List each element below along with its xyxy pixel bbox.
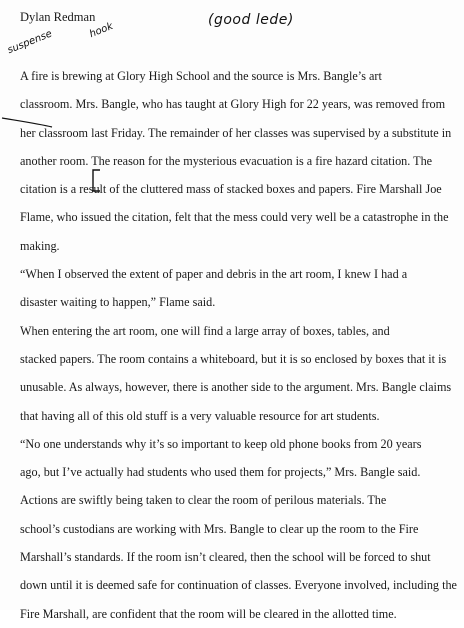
text-line: Actions are swiftly being taken to clear the room of perilous materials. The <box>20 493 387 508</box>
text-line: school’s custodians are working with Mrs. Bangle to clear up the room to the Fire <box>20 521 419 536</box>
text-line: Fire Marshall, are confident that the room will be cleared in the allotted time. <box>20 606 397 621</box>
paragraph-4 <box>20 430 452 487</box>
text-line: citation is a result of the cluttered mass of stacked boxes and papers. Fire Marshall Joe <box>20 182 442 197</box>
article-body <box>20 62 457 628</box>
text-line: her classroom last Friday. The remainder of her classes was supervised by a substitute in <box>20 125 452 140</box>
text-line: stacked papers. The room contains a whiteboard, but it is so enclosed by boxes that it is <box>20 351 447 366</box>
text-line: that having all of this old stuff is a very valuable resource for art students. <box>20 408 380 423</box>
text-line: “When I observed the extent of paper and debris in the art room, I knew I had a <box>20 267 408 282</box>
paragraph-3 <box>20 317 452 430</box>
text-line: Marshall’s standards. If the room isn’t cleared, then the school will be forced to shut <box>20 550 431 565</box>
text-line: “No one understands why it’s so important to keep old phone books from 20 years <box>20 436 422 451</box>
text-line: down until it is deemed safe for continuation of classes. Everyone involved, including the <box>20 578 457 593</box>
text-line: unusable. As always, however, there is another side to the argument. Mrs. Bangle claims <box>20 380 452 395</box>
handwritten-note-suspense: suspense <box>6 28 54 57</box>
text-line: disaster waiting to happen,” Flame said. <box>20 295 216 310</box>
text-line: A fire is brewing at Glory High School and the source is Mrs. Bangle’s art <box>20 69 382 83</box>
handwritten-note-good-lede: (good lede) <box>208 12 294 28</box>
text-line: ago, but I’ve actually had students who used them for projects,” Mrs. Bangle said. <box>20 465 421 480</box>
author-name: Dylan Redman <box>20 10 96 24</box>
paragraph-5 <box>20 486 457 627</box>
paragraph-2 <box>20 260 452 317</box>
paragraph-1 <box>20 62 452 260</box>
handwritten-note-hook: hook <box>88 20 115 41</box>
text-line: classroom. Mrs. Bangle, who has taught at Glory High for 22 years, was removed from <box>20 97 446 112</box>
text-line: another room. The reason for the mysterious evacuation is a fire hazard citation. The <box>20 153 433 168</box>
text-line: Flame, who issued the citation, felt that the mess could very well be a catastrophe in the <box>20 210 449 225</box>
text-line: When entering the art room, one will find a large array of boxes, tables, and <box>20 323 390 338</box>
text-line: making. <box>20 238 60 253</box>
